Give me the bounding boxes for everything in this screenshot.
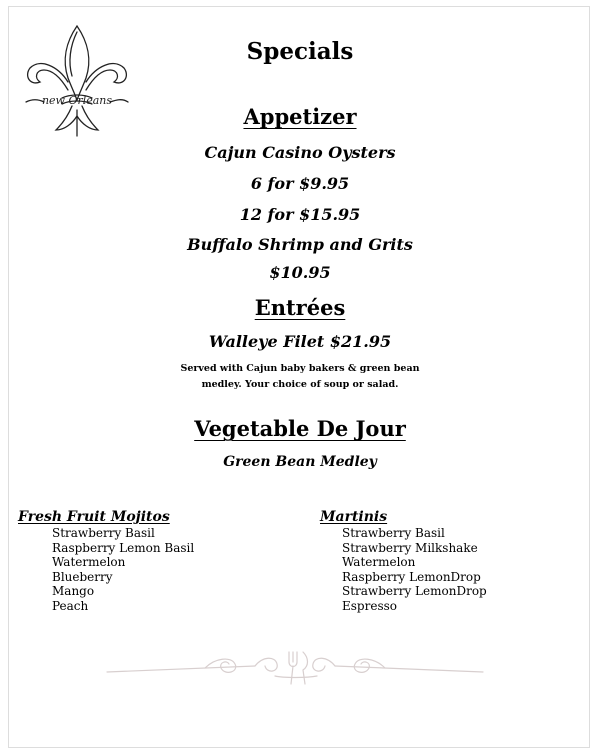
martini-item: Espresso [342,598,397,613]
martini-item: Strawberry LemonDrop [342,584,487,599]
martinis-heading: Martinis [320,509,388,525]
martini-item: Watermelon [342,555,416,570]
page-title: Specials [246,38,354,65]
martini-item: Strawberry Milkshake [342,540,478,555]
entree-note-line-2: medley. Your choice of soup or salad. [201,379,399,390]
mojito-item: Peach [52,598,89,613]
mojito-item: Mango [52,584,95,599]
mojito-item: Watermelon [52,555,126,570]
mojito-item: Raspberry Lemon Basil [52,540,195,555]
vegetable-item: Green Bean Medley [223,454,377,470]
mojitos-list [52,526,194,614]
martini-item: Raspberry LemonDrop [342,569,481,584]
entree-note-line-1: Served with Cajun baby bakers & green bean [180,363,420,374]
entree-item: Walleye Filet $21.95 [208,332,392,351]
appetizer-line-3: 12 for $15.95 [239,205,361,224]
vegetable-heading: Vegetable De Jour [194,416,406,441]
mojito-item: Strawberry Basil [52,526,155,540]
appetizer-line-5: $10.95 [269,263,331,282]
appetizer-heading: Appetizer [243,104,357,129]
mojito-item: Blueberry [52,569,113,584]
fork-and-knife-flourish-icon [105,648,485,686]
martini-item: Strawberry Basil [342,526,445,540]
mojitos-heading: Fresh Fruit Mojitos [18,509,170,525]
martinis-list [342,526,487,614]
appetizer-line-2: 6 for $9.95 [250,174,350,193]
logo-text: new Orleans [41,94,113,107]
entrees-heading: Entrées [254,295,346,320]
appetizer-line-4: Buffalo Shrimp and Grits [187,235,413,254]
appetizer-line-1: Cajun Casino Oysters [204,143,396,162]
